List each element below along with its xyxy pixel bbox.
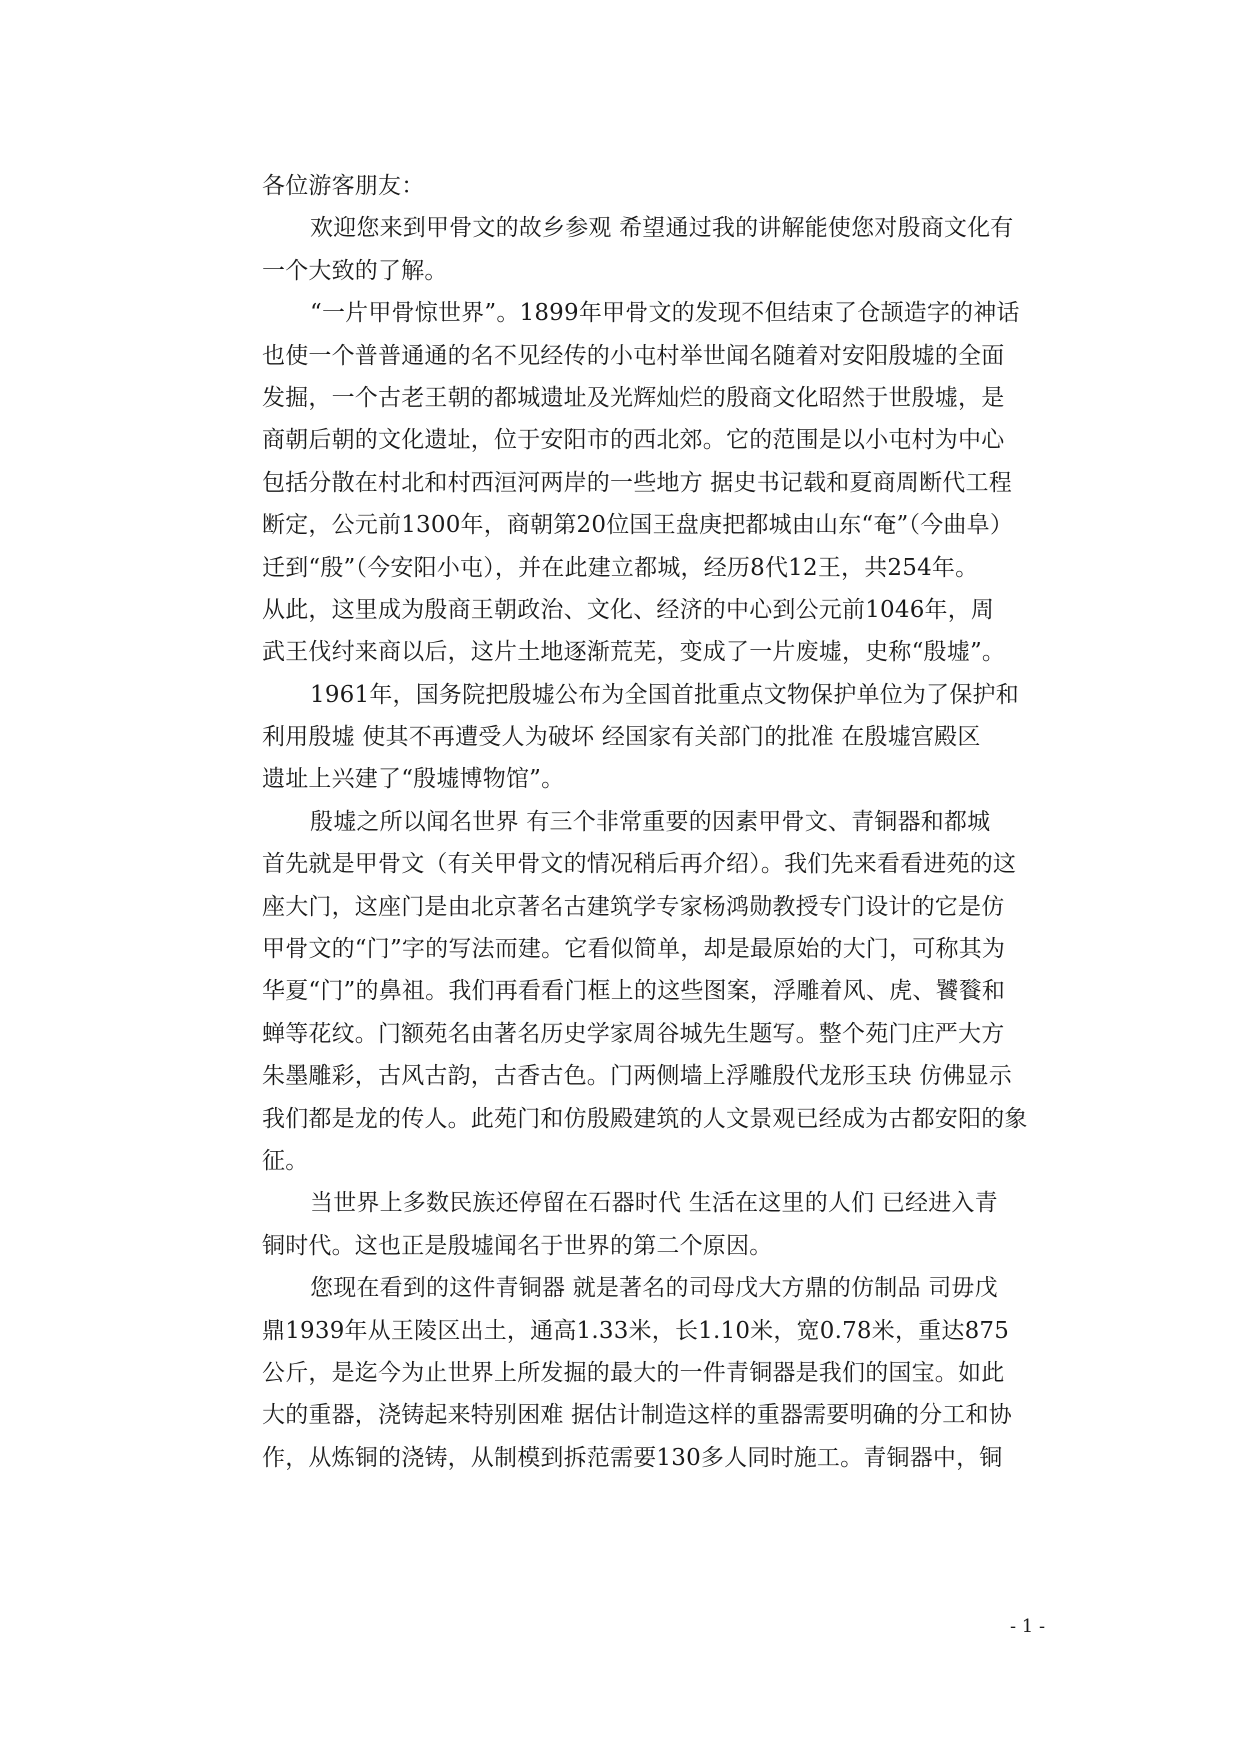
text-line: 征。 bbox=[262, 1147, 309, 1174]
text-line: 甲骨文的“门”字的写法而建。它看似简单，却是最原始的大门，可称其为 bbox=[262, 936, 1006, 963]
text-line-greeting: 各位游客朋友： bbox=[262, 173, 425, 199]
text-line: “一片甲骨惊世界”。1899年甲骨文的发现不但结束了仓颉造字的神话 bbox=[310, 300, 1020, 327]
text-line: 公斤，是迄今为止世界上所发掘的最大的一件青铜器是我们的国宝。如此 bbox=[262, 1359, 1005, 1386]
text-line: 铜时代。这也正是殷墟闻名于世界的第二个原因。 bbox=[262, 1232, 773, 1259]
text-line: 1961年，国务院把殷墟公布为全国首批重点文物保护单位为了保护和 bbox=[310, 681, 1019, 708]
text-line: 武王伐纣来商以后，这片土地逐渐荒芜，变成了一片废墟，史称“殷墟”。 bbox=[262, 639, 1006, 666]
text-line: 殷墟之所以闻名世界 有三个非常重要的因素甲骨文、青铜器和都城 bbox=[310, 808, 991, 835]
text-line: 当世界上多数民族还停留在石器时代 生活在这里的人们 已经进入青 bbox=[310, 1190, 998, 1217]
text-line: 商朝后朝的文化遗址，位于安阳市的西北郊。它的范围是以小屯村为中心 bbox=[262, 427, 1005, 454]
text-line: 一个大致的了解。 bbox=[262, 257, 448, 284]
text-line: 蝉等花纹。门额苑名由著名历史学家周谷城先生题写。整个苑门庄严大方 bbox=[262, 1020, 1005, 1047]
text-line: 座大门，这座门是由北京著名古建筑学专家杨鸿勋教授专门设计的它是仿 bbox=[262, 893, 1005, 920]
text-line: 迁到“殷”（今安阳小屯），并在此建立都城，经历8代12王，共254年。 bbox=[262, 554, 979, 581]
text-line: 我们都是龙的传人。此苑门和仿殷殿建筑的人文景观已经成为古都安阳的象 bbox=[262, 1105, 1028, 1132]
text-line: 断定，公元前1300年，商朝第20位国王盘庚把都城由山东“奄”（今曲阜） bbox=[262, 512, 1014, 539]
text-line: 发掘，一个古老王朝的都城遗址及光辉灿烂的殷商文化昭然于世殷墟，是 bbox=[262, 384, 1005, 411]
text-line: 鼎1939年从王陵区出土，通高1.33米，长1.10米，宽0.78米，重达875 bbox=[262, 1317, 1010, 1344]
body-text bbox=[262, 165, 1082, 1479]
text-line: 朱墨雕彩，古风古韵，古香古色。门两侧墙上浮雕殷代龙形玉玦 仿佛显示 bbox=[262, 1063, 1012, 1090]
text-line: 华夏“门”的鼻祖。我们再看看门框上的这些图案，浮雕着风、虎、饕餮和 bbox=[262, 978, 1006, 1005]
text-line: 首先就是甲骨文（有关甲骨文的情况稍后再介绍）。我们先来看看进苑的这 bbox=[262, 851, 1017, 878]
text-line: 大的重器，浇铸起来特别困难 据估计制造这样的重器需要明确的分工和协 bbox=[262, 1402, 1012, 1429]
text-line: 利用殷墟 使其不再遭受人为破坏 经国家有关部门的批准 在殷墟宫殿区 bbox=[262, 724, 981, 751]
text-line: 包括分散在村北和村西洹河两岸的一些地方 据史书记载和夏商周断代工程 bbox=[262, 469, 1012, 496]
text-line: 从此，这里成为殷商王朝政治、文化、经济的中心到公元前1046年，周 bbox=[262, 596, 995, 623]
text-line: 作，从炼铜的浇铸，从制模到拆范需要130多人同时施工。青铜器中，铜 bbox=[262, 1444, 1003, 1471]
text-line: 遗址上兴建了“殷墟博物馆”。 bbox=[262, 766, 565, 793]
text-line: 欢迎您来到甲骨文的故乡参观 希望通过我的讲解能使您对殷商文化有 bbox=[310, 215, 1014, 242]
text-line: 也使一个普普通通的名不见经传的小屯村举世闻名随着对安阳殷墟的全面 bbox=[262, 342, 1005, 369]
text-line: 您现在看到的这件青铜器 就是著名的司母戊大方鼎的仿制品 司毋戊 bbox=[310, 1275, 998, 1302]
page-number: - 1 - bbox=[1010, 1616, 1046, 1637]
